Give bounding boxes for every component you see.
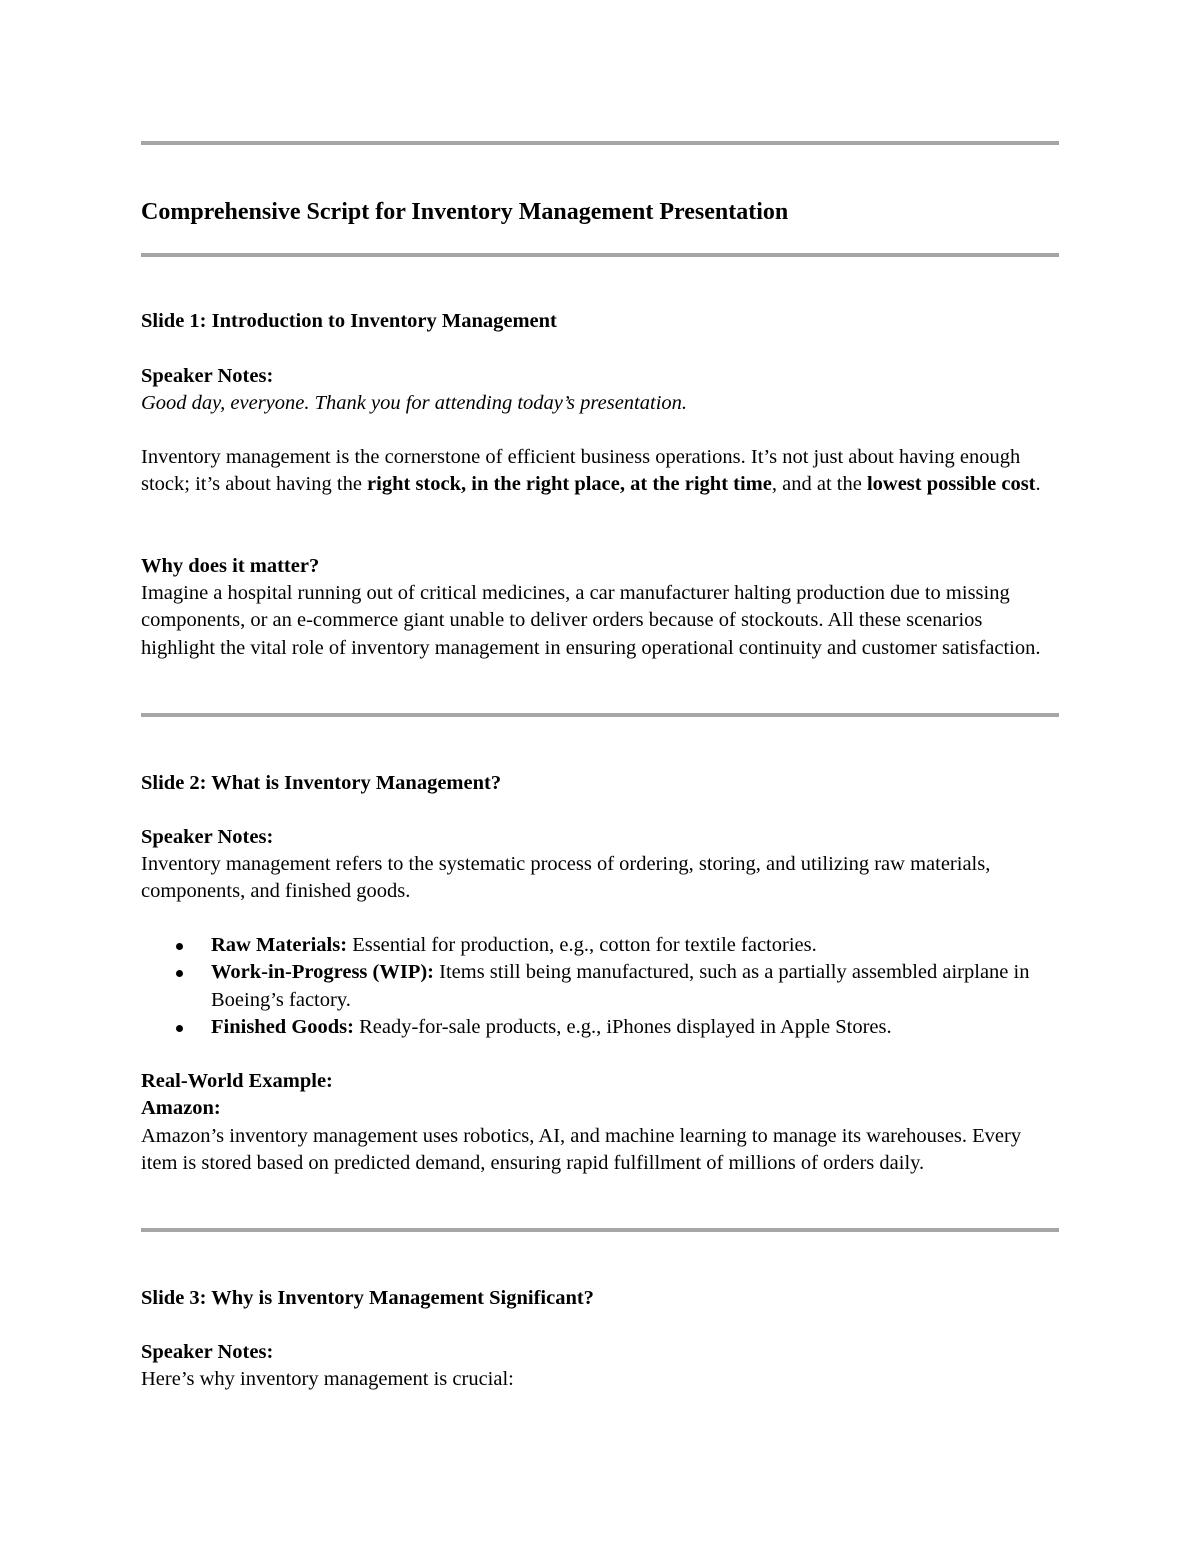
bullet-icon	[176, 970, 183, 977]
slide1-paragraph-text: , and at the	[771, 473, 867, 496]
slide2-example-label: Real-World Example:	[141, 1070, 333, 1092]
inventory-types-list	[141, 932, 1059, 1041]
slide1-speaker-notes-label: Speaker Notes:	[141, 365, 274, 387]
bullet-icon	[176, 943, 183, 950]
list-item	[141, 932, 1059, 959]
slide2-company-label: Amazon:	[141, 1097, 221, 1119]
horizontal-rule	[141, 253, 1059, 257]
horizontal-rule	[141, 141, 1059, 145]
list-item-text: Essential for production, e.g., cotton for textile factories.	[347, 934, 817, 956]
slide1-paragraph-text: .	[1035, 473, 1041, 496]
horizontal-rule	[141, 1228, 1059, 1232]
slide2-intro: Inventory management refers to the systematic process of ordering, storing, and utilizing raw materials, components, and finished goods.	[141, 853, 991, 903]
list-item-term: Raw Materials:	[211, 934, 348, 956]
slide2-heading: Slide 2: What is Inventory Management?	[141, 772, 502, 794]
slide3-speaker-notes-label: Speaker Notes:	[141, 1341, 274, 1363]
slide3-intro: Here’s why inventory management is crucial:	[141, 1368, 514, 1390]
slide2-speaker-notes-label: Speaker Notes:	[141, 826, 274, 848]
document-title: Comprehensive Script for Inventory Management Presentation	[141, 199, 789, 225]
slide1-emphasis-right-stock: right stock, in the right place, at the right time	[367, 473, 772, 496]
slide1-emphasis-lowest-cost: lowest possible cost	[866, 473, 1036, 496]
bullet-icon	[176, 1025, 183, 1032]
list-item-text: Items still being manufactured, such as a partially assembled airplane in Boeing’s factory.	[211, 961, 1030, 1011]
slide1-paragraph-text: Inventory management is the cornerstone of efficient business operations. It’s not just about having enough stock; it’s about having the	[141, 446, 1021, 496]
list-item	[141, 959, 1059, 1014]
list-item-term: Finished Goods:	[211, 1015, 354, 1038]
slide3-heading: Slide 3: Why is Inventory Management Significant?	[141, 1287, 594, 1309]
slide1-paragraph	[141, 444, 1059, 499]
slide1-why-text: Imagine a hospital running out of critical medicines, a car manufacturer halting production due to missing components, or an e-commerce giant unable to deliver orders because of stockouts. All these scenarios highlight the vital role of inventory management in ensuring operational continuity and customer satisfaction.	[141, 582, 1041, 659]
slide1-why-heading: Why does it matter?	[141, 555, 320, 577]
list-item	[141, 1014, 1059, 1041]
list-item-term: Work-in-Progress (WIP):	[211, 961, 435, 984]
horizontal-rule	[141, 713, 1059, 717]
list-item-text: Ready-for-sale products, e.g., iPhones displayed in Apple Stores.	[353, 1015, 892, 1038]
slide1-greeting: Good day, everyone. Thank you for attending today’s presentation.	[141, 392, 688, 414]
slide2-example-text: Amazon’s inventory management uses robotics, AI, and machine learning to manage its warehouses. Every item is stored based on predicted demand, ensuring rapid fulfillment of millions of orders daily.	[141, 1125, 1022, 1175]
slide1-heading: Slide 1: Introduction to Inventory Management	[141, 310, 557, 332]
